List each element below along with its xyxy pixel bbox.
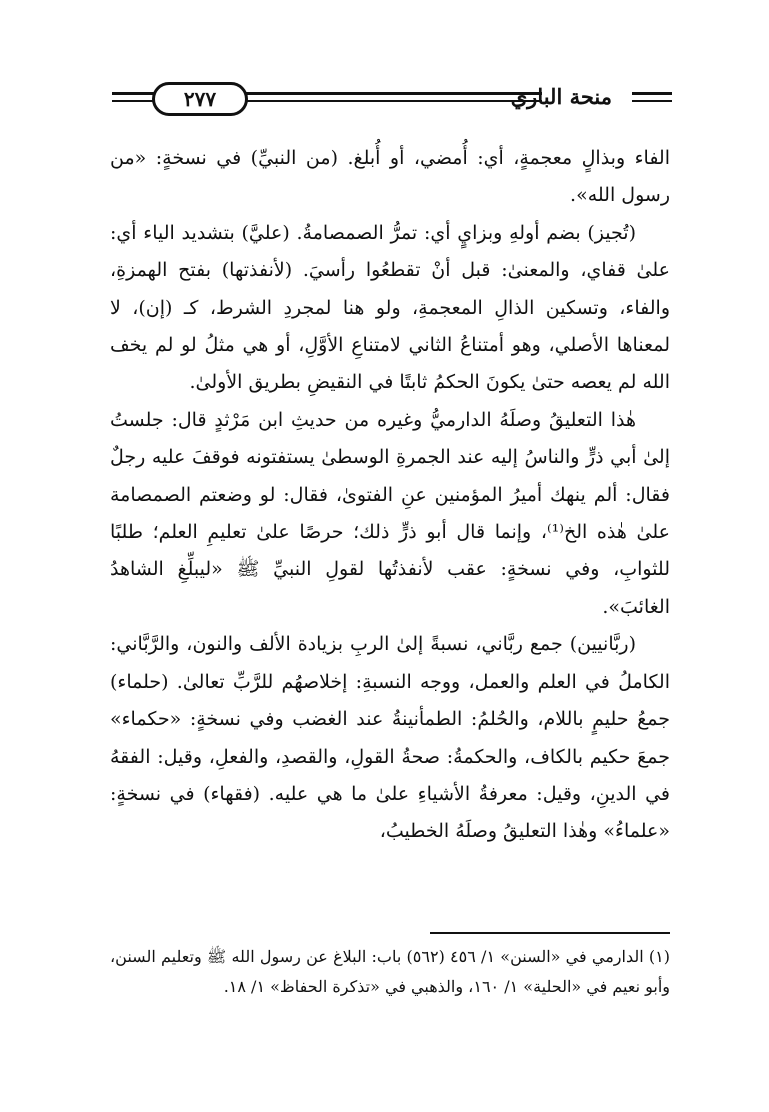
footnote: (١) الدارمي في «السنن» ١/ ٤٥٦ (٥٦٢) باب: البلاغ عن رسول الله ﷺ وتعليم السنن، وأبو نعيم في «الحلية» ١/ ١٦٠، والذهبي في «تذكرة الحفاظ» ١/ ١٨.	[110, 947, 670, 996]
paragraph-2: (تُجيز) بضم أولهِ وبزايٍ أي: تمرُّ الصمصامةُ. (عليَّ) بتشديد الياء أي: علىٰ قفاي، والمعنىٰ: قبل أنْ تقطعُوا رأسيَ. (لأنفذتها) بفتح الهمزةِ، والفاء، وتسكين الذالِ المعجمةِ، ولو هنا لمجردِ الشرط، كـ (إن)، لا لمعناها الأصلي، وهو أمتناعُ الثاني لامتناعِ الأوَّلِ، أو هي مثلُ لو لم يخف الله لم يعصه حتىٰ يكونَ الحكمُ ثابتًا في النقيضِ بطريق الأولىٰ.	[110, 221, 671, 394]
header-rule-middle-bottom	[242, 100, 542, 102]
paragraph-1: الفاء وبذالٍ معجمةٍ، أي: أُمضي، أو أُبلغ. (من النبيِّ) في نسخةٍ: «من رسول الله».	[110, 147, 670, 207]
page-number: ٢٧٧	[152, 82, 248, 116]
header-rule-middle-top	[242, 92, 542, 95]
header-rule-right-top	[632, 92, 672, 95]
main-text	[110, 140, 670, 851]
page-header	[112, 80, 672, 120]
header-rule-right-bottom	[632, 100, 672, 102]
footnote-divider	[430, 932, 670, 934]
book-title: منحة الباري	[510, 84, 612, 109]
paragraph-4: (ربَّانيين) جمع ربَّاني، نسبةً إلىٰ الربِ بزيادة الألف والنون، والرَّبَّاني: الكاملُ في العلم والعمل، ووجه النسبةِ: إخلاصهُم للرَّبِّ تعالىٰ. (حلماء) جمعُ حليمٍ باللام، والحُلمُ: الطمأنينةُ عند الغضب وفي نسخةٍ: «حكماء» جمعَ حكيم بالكاف، والحكمةُ: صحةُ القولِ، والقصدِ، والفعلِ، وقيل: الفقهُ في الدينِ، وقيل: معرفةُ الأشياءِ علىٰ ما هي عليه. (فقهاء) في نسخةٍ: «علماءُ» وهٰذا التعليقُ وصلَهُ الخطيبُ،	[110, 633, 670, 843]
paragraph-3: هٰذا التعليقُ وصلَهُ الدارميُّ وغيره من حديثِ ابن مَرْثدٍ قال: جلستُ إلىٰ أبي ذرٍّ والناسُ إليه عند الجمرةِ الوسطىٰ يستفتونه فوقفَ عليه رجلٌ فقال: ألم ينهك أميرُ المؤمنين عنِ الفتوىٰ، فقال: لو وضعتم الصمصامة علىٰ هٰذه الخ⁽¹⁾، وإنما قال أبو ذرٍّ ذلك؛ حرصًا علىٰ تعليمِ العلم؛ طلبًا للثوابِ، وفي نسخةٍ: عقب لأنفذتُها لقولِ النبيِّ ﷺ «ليبلِّغِ الشاهدُ الغائبَ».	[110, 408, 670, 618]
